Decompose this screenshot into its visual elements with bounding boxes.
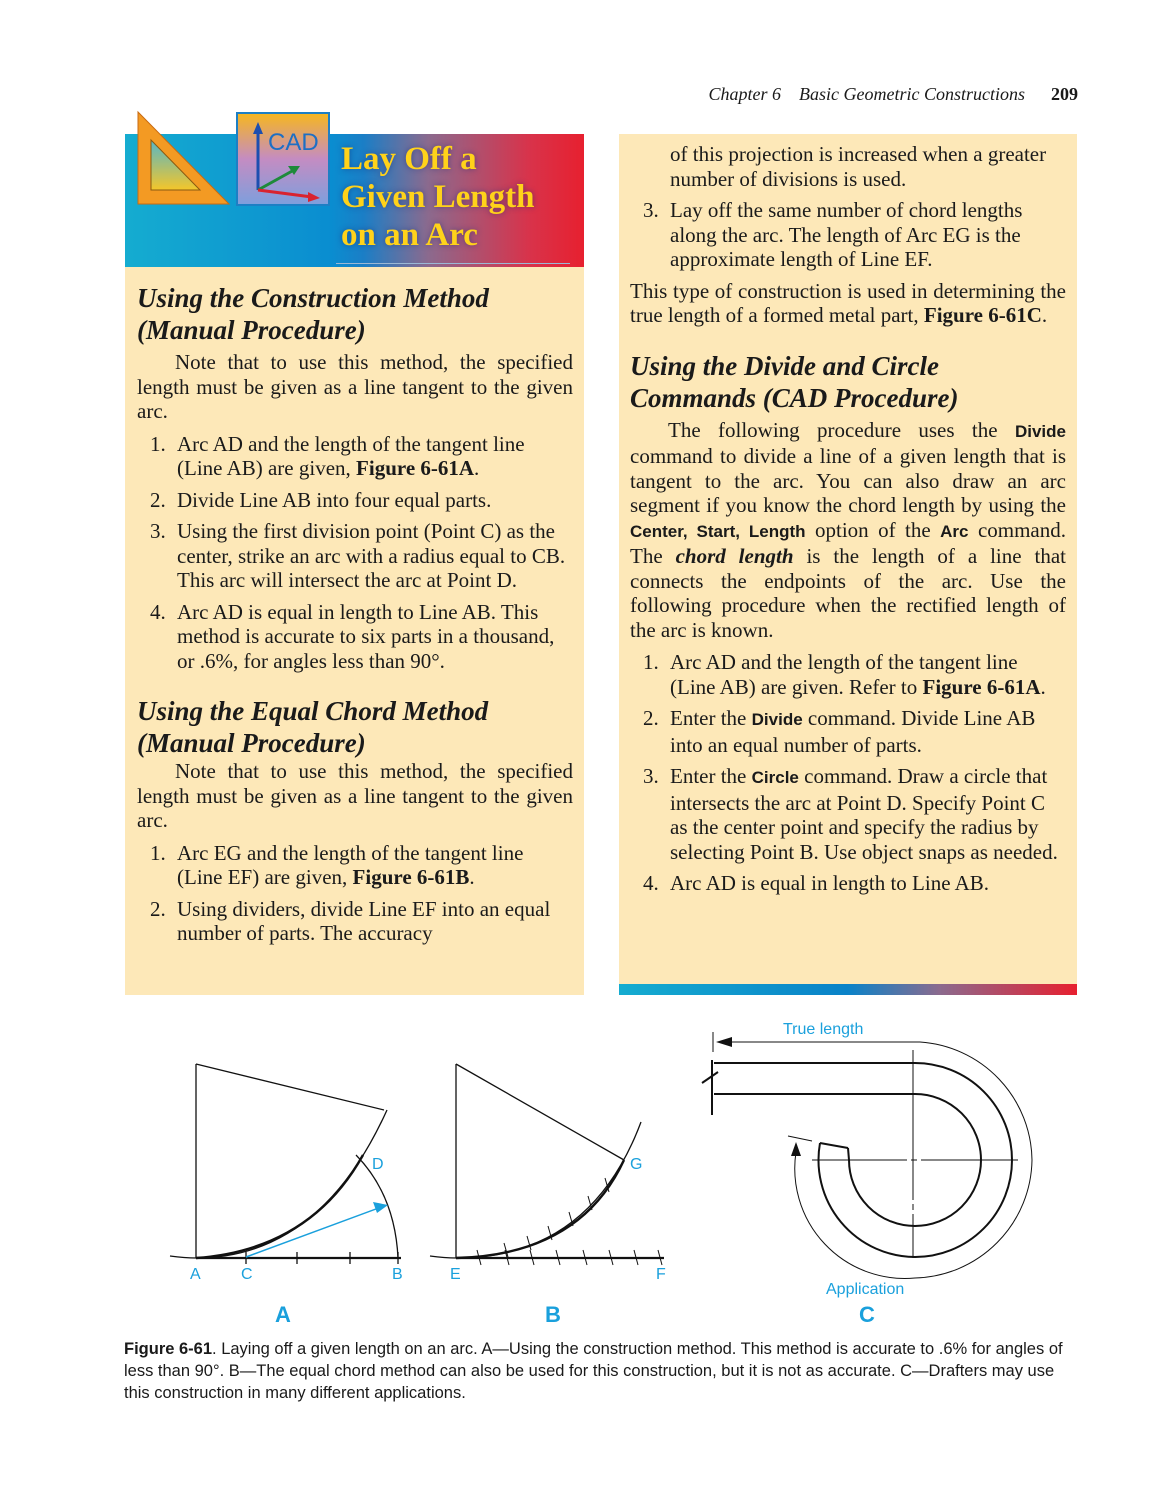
cad-intro-paragraph (630, 418, 1066, 643)
point-label-c: C (241, 1266, 253, 1283)
drafting-triangle-icon (136, 110, 232, 206)
banner-title-line: Lay Off a (341, 141, 477, 177)
step-text: command. Draw a circle that intersects the arc at Point D. Specify Point C as the center point and specify the radius by selecting Point B. Use object snaps as needed. (670, 764, 1058, 864)
step-text: Lay off the same number of chord lengths along the arc. The length of Arc EG is the approximate length of Line EF. (670, 198, 1023, 271)
point-label-b: B (392, 1266, 403, 1283)
figure-caption (124, 1338, 1074, 1404)
command-name: Center, Start, Length (630, 521, 806, 541)
point-label-d: D (372, 1156, 384, 1173)
punct: . (1040, 674, 1046, 699)
point-label-f: F (656, 1266, 666, 1283)
equal-chord-steps-continued (630, 198, 1066, 272)
point-label-a: A (190, 1266, 201, 1283)
step-text: Arc EG and the length of the tangent line (Line EF) are given, (177, 840, 524, 889)
banner-title (341, 140, 534, 254)
intro-paragraph: Note that to use this method, the specified length must be given as a line tangent to the given arc. (137, 350, 573, 423)
step-text: Using dividers, divide Line EF into an equal number of parts. The accuracy (177, 896, 551, 945)
heading-line: Commands (CAD Procedure) (630, 382, 959, 413)
closing-text: This type of construction is used in determining the true length of a formed metal part, (630, 278, 1066, 327)
heading-line: (Manual Procedure) (137, 728, 366, 758)
point-label-g: G (630, 1156, 643, 1173)
step-number: 1. (643, 650, 659, 674)
step-text: Enter the (670, 764, 752, 788)
panel-letter-c: C (859, 1302, 875, 1327)
text-run: option of the (805, 517, 941, 542)
text-run: command to divide a line of a given length that is tangent to the arc. You can also draw an arc segment if you know the chord length by using the (630, 444, 1066, 517)
true-length-label: True length (783, 1021, 864, 1038)
figure-ref: Figure 6-61A (356, 456, 475, 480)
step-number: 1. (150, 840, 166, 865)
step-text: Enter the (670, 706, 752, 730)
step-number: 3. (643, 198, 659, 222)
command-name: Divide (751, 710, 803, 729)
section-heading-equal-chord (137, 695, 573, 759)
panel-letter-a: A (275, 1302, 291, 1327)
right-column (630, 142, 1066, 903)
step (137, 897, 573, 946)
step (137, 488, 573, 513)
step (630, 706, 1066, 757)
step (630, 764, 1066, 864)
step (137, 432, 573, 481)
panel-bottom-bar (619, 984, 1077, 995)
step-text: Arc AD and the length of the tangent line (Line AB) are given, (177, 431, 525, 480)
left-column (137, 282, 573, 953)
text-run: command. The (630, 517, 1066, 568)
command-name: Arc (940, 521, 969, 541)
banner-title-line: Given Length (341, 179, 535, 215)
step (137, 600, 573, 674)
figure-ref: Figure 6-61C (923, 303, 1042, 327)
construction-steps (137, 432, 573, 674)
step-number: 2. (643, 706, 659, 730)
text-run: is the length of a line that connects the endpoints of the arc. Use the following procedure when the rectified length of the arc is known. (630, 544, 1066, 642)
figure-ref: Figure 6-61B (352, 865, 470, 889)
step-number: 2. (150, 487, 166, 512)
cad-axes-icon (236, 112, 330, 206)
step-number: 4. (643, 871, 659, 895)
step-number: 2. (150, 896, 166, 921)
text-run: The following procedure uses the (668, 417, 1015, 442)
banner-title-line: on an Arc (341, 217, 478, 253)
chapter-title: Basic Geometric Constructions (799, 84, 1025, 104)
section-heading-cad (630, 350, 1066, 414)
step-number: 3. (150, 519, 166, 543)
caption-text: . Laying off a given length on an arc. A—Using the construction method. This method is accurate to .6% for angles of less than 90°. B—The equal chord method can also be used for this construction, but it is not as accurate. C—Drafters may use this construction in many different applications. (124, 1340, 1063, 1402)
figure-ref: Figure 6-61A (922, 674, 1041, 699)
punct: . (1041, 303, 1048, 327)
step-text: Divide Line AB into four equal parts. (177, 487, 492, 512)
equal-chord-steps (137, 841, 573, 946)
cad-steps (630, 650, 1066, 896)
section-heading-construction (137, 282, 573, 346)
step-number: 4. (150, 599, 166, 624)
running-head (600, 84, 1078, 105)
step (630, 650, 1066, 699)
heading-line: Using the Construction Method (137, 283, 489, 313)
step-number: 3. (643, 764, 659, 788)
step-text: command. Divide Line AB into an equal number of parts. (670, 706, 1036, 757)
closing-paragraph (630, 279, 1066, 328)
caption-figure-ref: Figure 6-61 (124, 1340, 213, 1358)
heading-line: Using the Equal Chord Method (137, 696, 489, 726)
command-name: Circle (751, 768, 799, 787)
point-label-e: E (450, 1266, 461, 1283)
svg-text:CAD: CAD (268, 129, 319, 156)
command-name: Divide (1014, 421, 1066, 441)
step-text: Arc AD is equal in length to Line AB. This method is accurate to six parts in a thousand, or .6%, for angles less than 90°. (177, 599, 555, 673)
intro-paragraph: Note that to use this method, the specified length must be given as a line tangent to the given arc. (137, 759, 573, 832)
punct: . (474, 456, 480, 480)
step (137, 841, 573, 890)
step-number: 1. (150, 431, 166, 456)
panel-letter-b: B (545, 1302, 561, 1327)
heading-line: (Manual Procedure) (137, 315, 366, 345)
defined-term: chord length (675, 544, 794, 568)
chapter-label: Chapter 6 (708, 84, 782, 104)
punct: . (469, 865, 475, 889)
step (630, 198, 1066, 272)
step-text: Arc AD and the length of the tangent line (Line AB) are given. Refer to (670, 650, 1018, 699)
step-text: Using the first division point (Point C) as the center, strike an arc with a radius equal to CB. This arc will intersect the arc at Point D. (177, 519, 566, 592)
banner-divider (336, 263, 570, 264)
step (137, 519, 573, 593)
heading-line: Using the Divide and Circle (630, 350, 939, 381)
application-label: Application (826, 1281, 905, 1298)
page-number: 209 (1051, 84, 1078, 104)
continued-step: of this projection is increased when a greater number of divisions is used. (670, 142, 1047, 191)
step-text: Arc AD is equal in length to Line AB. (670, 871, 990, 895)
step (630, 871, 1066, 896)
